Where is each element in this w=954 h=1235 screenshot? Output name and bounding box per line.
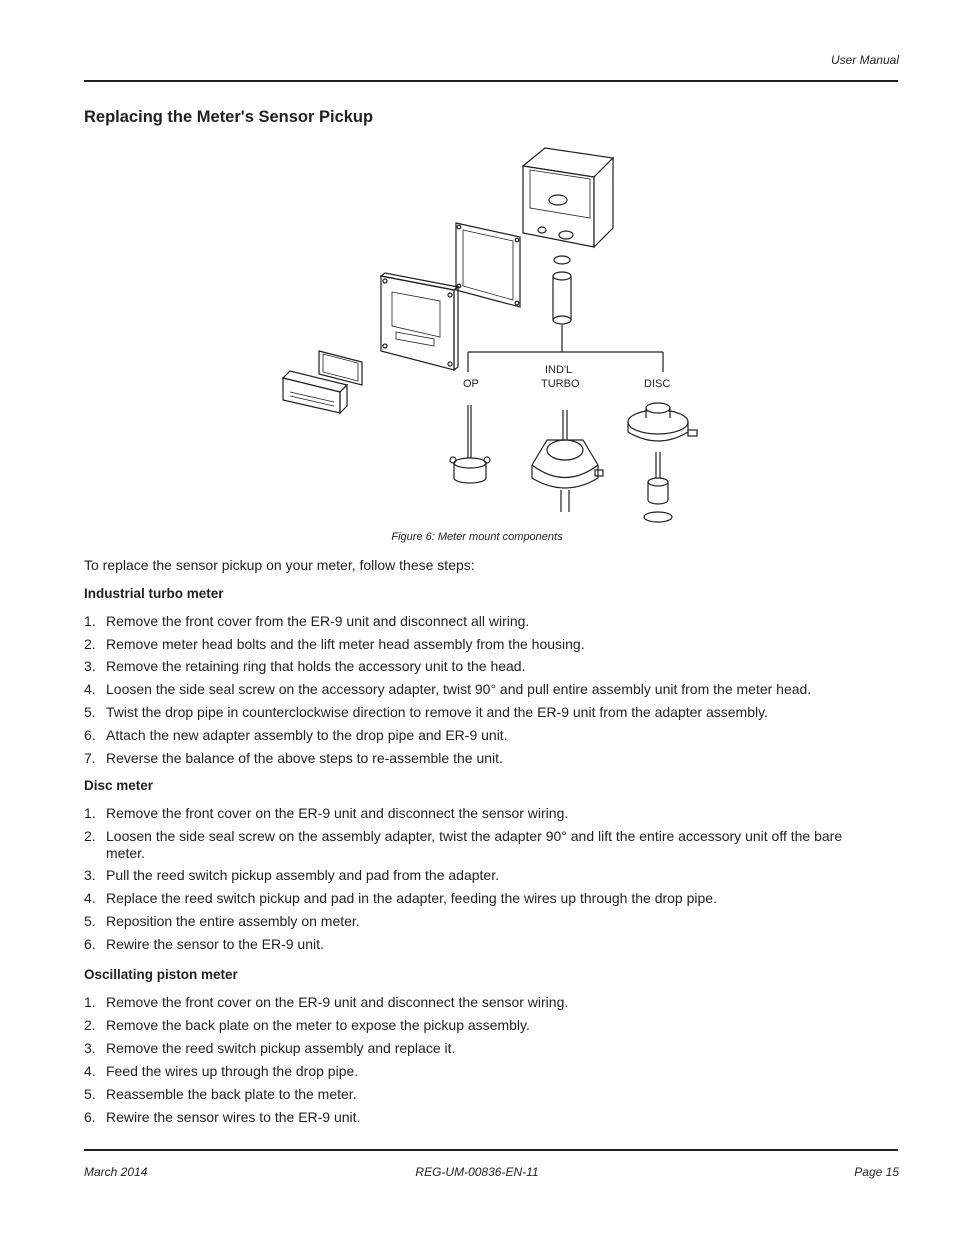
list-item: 7. Reverse the balance of the above steps to re-assemble the unit. xyxy=(84,749,503,766)
footer-date: March 2014 xyxy=(84,1165,148,1179)
list-item: 1. Remove the front cover on the ER-9 unit and disconnect the sensor wiring. xyxy=(84,805,569,821)
turbo-steps xyxy=(84,613,844,767)
label-turbo: TURBO xyxy=(541,378,580,390)
header-label: User Manual xyxy=(830,53,899,67)
section-heading-disc: Disc meter xyxy=(84,778,154,793)
meter-mount-figure xyxy=(270,140,720,530)
figure-caption: Figure 6: Meter mount components xyxy=(391,531,563,543)
list-item: 4. Loosen the side seal screw on the accessory adapter, twist 90° and pull entire assembly unit from the meter head. xyxy=(84,680,812,697)
footer-page: Page 15 xyxy=(854,1165,899,1179)
list-item: 4. Feed the wires up through the drop pipe. xyxy=(84,1062,359,1079)
label-op: OP xyxy=(463,378,479,390)
piston-steps xyxy=(84,994,844,1126)
footer-doc-id: REG-UM-00836-EN-11 xyxy=(415,1165,539,1179)
front-cover xyxy=(381,273,458,370)
op-pickup xyxy=(450,405,490,483)
list-item: 3. Remove the retaining ring that holds the accessory unit to the head. xyxy=(84,658,526,674)
list-item: 5. Reposition the entire assembly on meter. xyxy=(84,913,360,929)
section-heading-turbo: Industrial turbo meter xyxy=(84,586,224,601)
section-heading-piston: Oscillating piston meter xyxy=(84,967,238,982)
list-item: 6. Attach the new adapter assembly to the drop pipe and ER-9 unit. xyxy=(84,726,508,743)
intro-text: To replace the sensor pickup on your meter, follow these steps: xyxy=(84,557,475,573)
list-item: 1. Remove the front cover from the ER-9 unit and disconnect all wiring. xyxy=(84,613,530,629)
gasket xyxy=(456,223,520,307)
enclosure-box xyxy=(523,148,613,247)
list-item: 1. Remove the front cover on the ER-9 unit and disconnect the sensor wiring. xyxy=(84,994,569,1010)
footer-rule xyxy=(84,1149,898,1151)
list-item: 2. Remove meter head bolts and the lift meter head assembly from the housing. xyxy=(84,635,585,652)
list-item: 5. Twist the drop pipe in counterclockwise direction to remove it and the ER-9 unit from the adapter assembly. xyxy=(84,703,768,720)
disc-pickup xyxy=(628,403,697,522)
list-item: 6. Rewire the sensor to the ER-9 unit. xyxy=(84,936,324,952)
turbo-pickup xyxy=(532,410,603,512)
header-rule xyxy=(84,80,898,82)
disc-steps xyxy=(84,805,844,953)
list-item: 4. Replace the reed switch pickup and pad in the adapter, feeding the wires up through the drop pipe. xyxy=(84,890,717,906)
list-item: 3. Pull the reed switch pickup assembly and pad from the adapter. xyxy=(84,867,499,883)
section-title: Replacing the Meter's Sensor Pickup xyxy=(84,108,374,126)
list-item: 2. Loosen the side seal screw on the assembly adapter, twist the adapter 90° and lift the entire accessory unit off the bare meter. xyxy=(84,827,843,861)
list-item: 3. Remove the reed switch pickup assembly and replace it. xyxy=(84,1039,456,1056)
label-indl: IND'L xyxy=(545,364,573,376)
list-item: 6. Rewire the sensor wires to the ER-9 unit. xyxy=(84,1108,361,1125)
label-disc: DISC xyxy=(644,378,671,390)
list-item: 5. Reassemble the back plate to the meter. xyxy=(84,1085,357,1102)
list-item: 2. Remove the back plate on the meter to expose the pickup assembly. xyxy=(84,1016,530,1033)
drop-pipe xyxy=(553,256,571,324)
